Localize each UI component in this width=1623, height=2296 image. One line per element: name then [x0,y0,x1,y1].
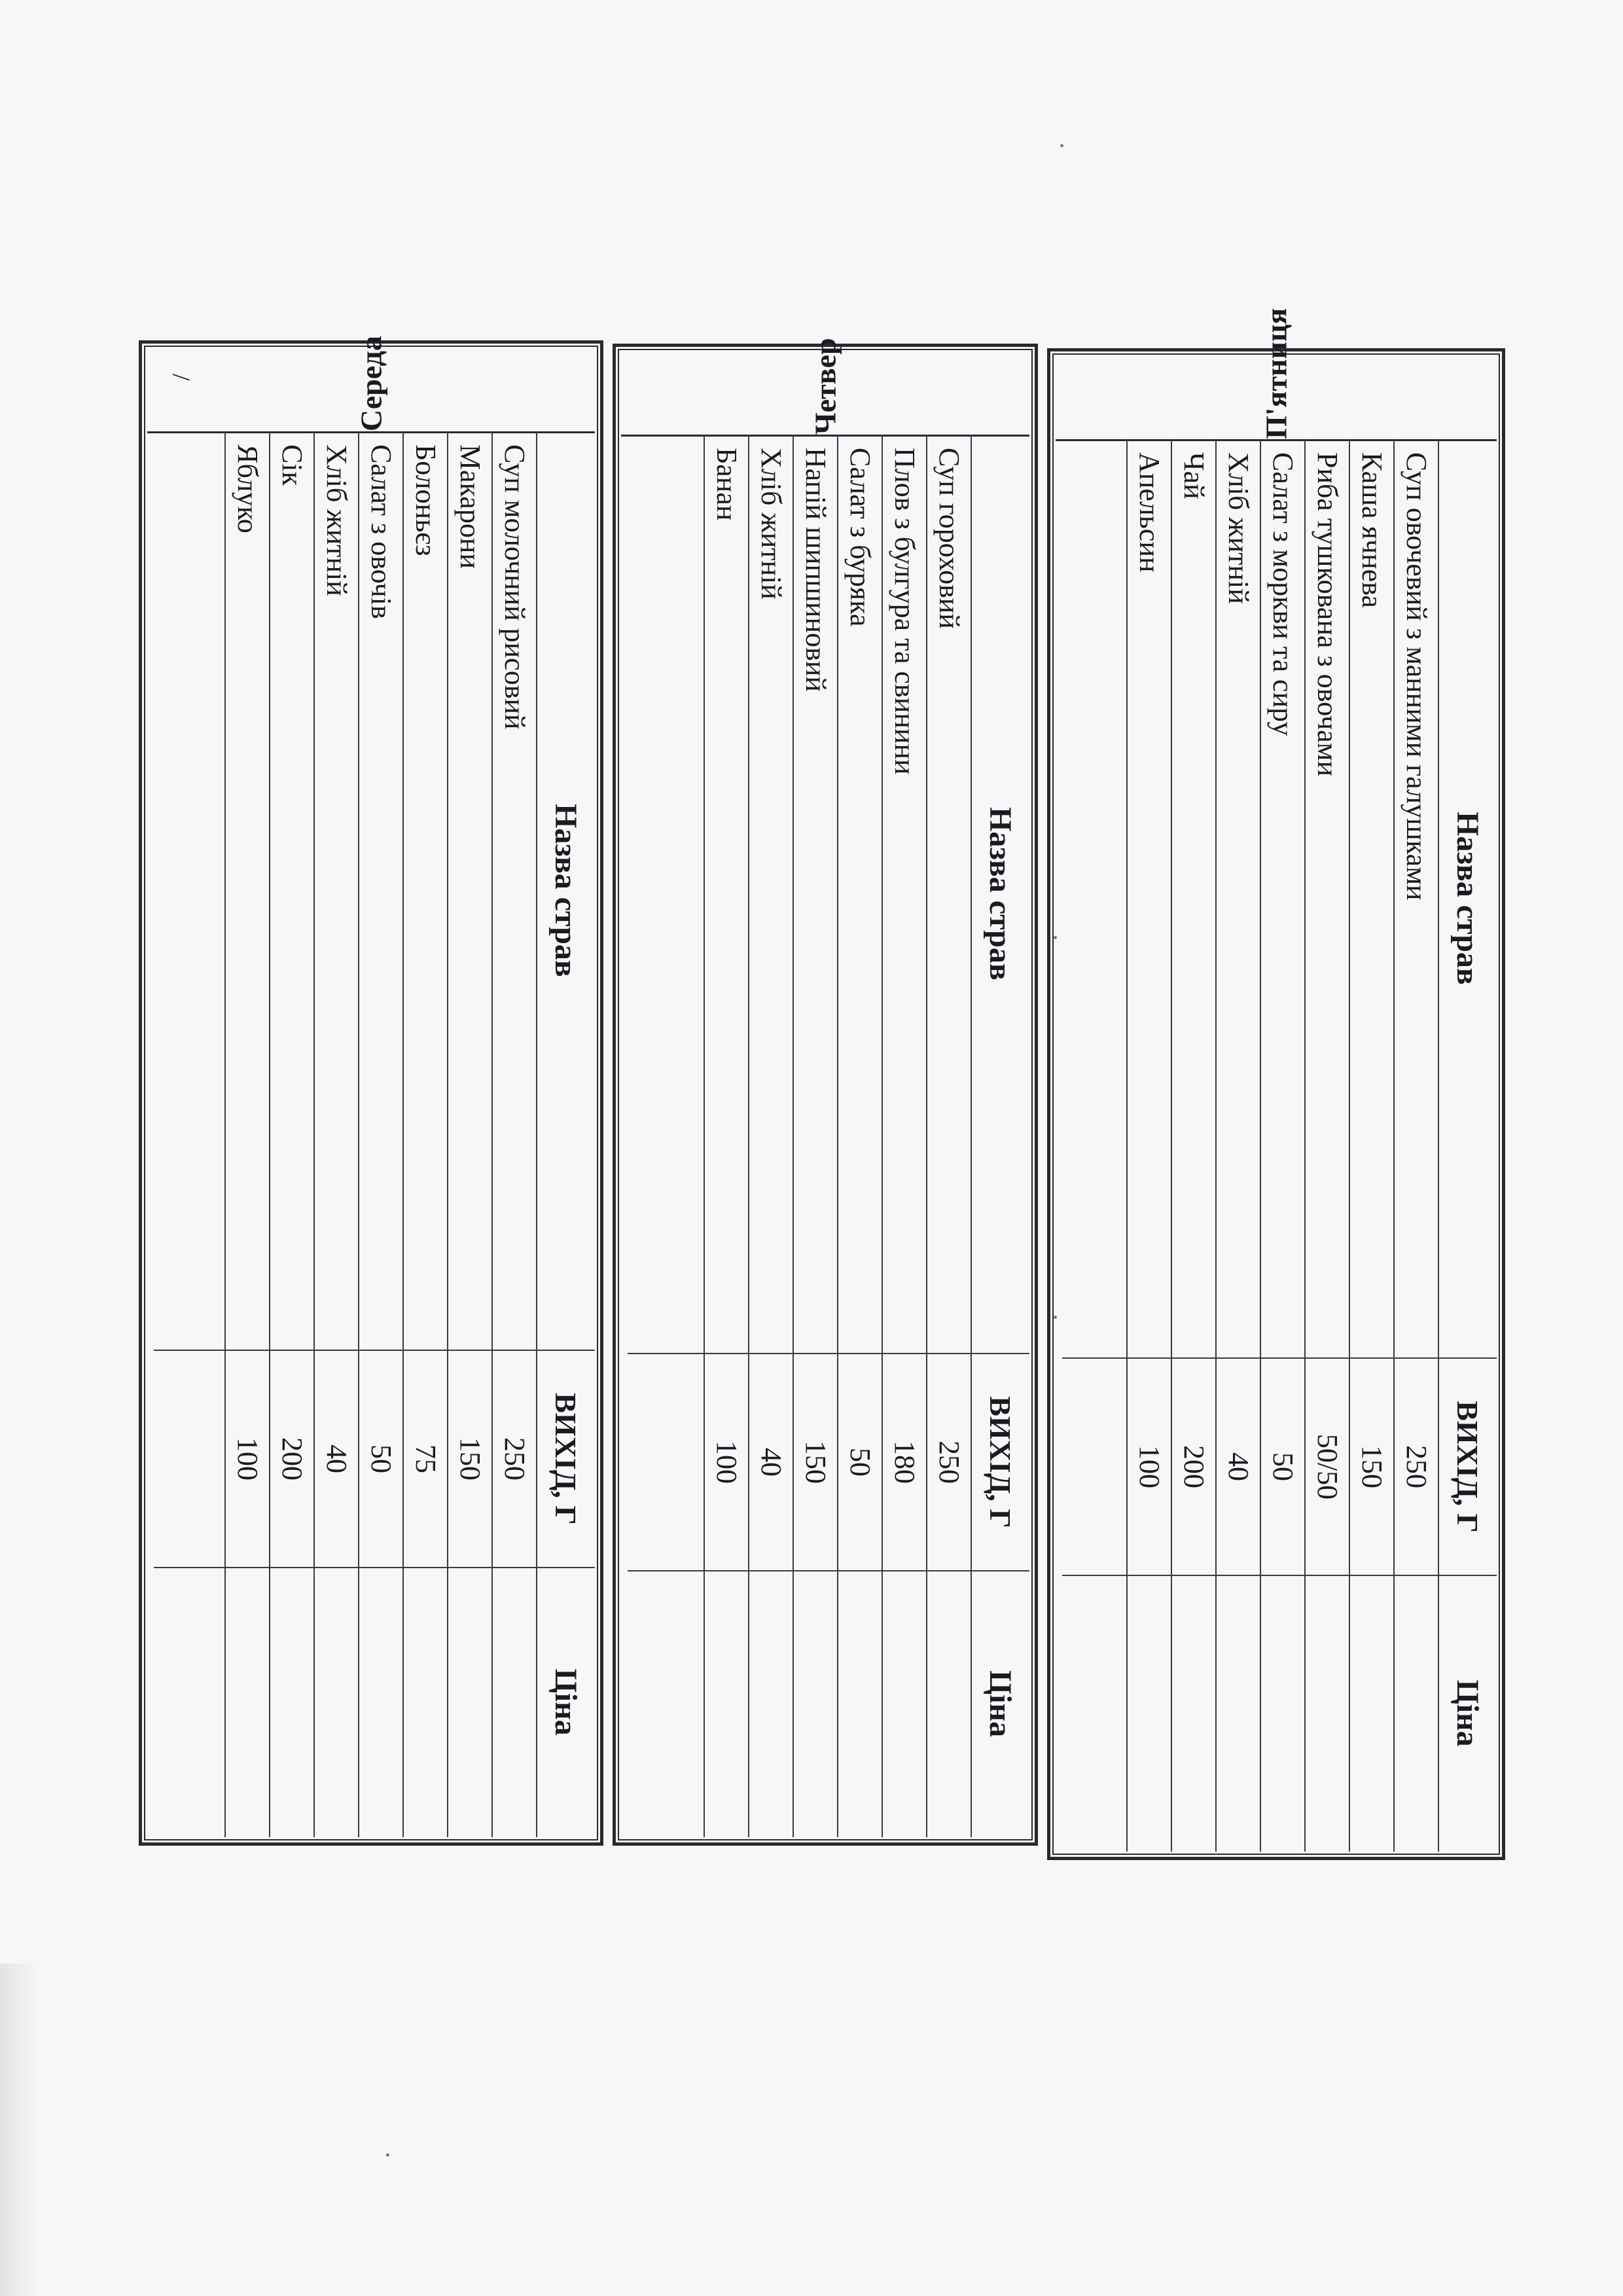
dish-yield: 40 [1217,1359,1261,1576]
day-label-cell [1056,308,1497,441]
dish-name: Напій шипшиновий [794,435,838,1354]
header-dish-name: Назва страв [537,431,595,1351]
dish-yield: 50 [838,1354,883,1571]
dish-yield [1062,1359,1128,1576]
dish-name: Сік [270,431,315,1351]
table-row [793,435,838,1837]
dish-name: Болоньєз [404,431,448,1351]
table-header-row [971,435,1029,1837]
header-dish-name: Назва страв [972,435,1029,1354]
dish-yield: 150 [1350,1359,1395,1576]
dish-price [404,1567,448,1837]
table-row [748,435,794,1837]
dish-price [628,1570,705,1837]
dish-yield: 40 [749,1354,794,1571]
dish-price [448,1567,493,1837]
dish-name: Суп овочевий з манними галушками [1395,439,1439,1359]
dish-yield: 250 [1395,1359,1439,1576]
dish-name: Чай [1172,439,1217,1359]
table-row [926,435,972,1837]
dish-name: Салат з овочів [359,431,404,1351]
dish-yield [628,1354,705,1571]
header-dish-name: Назва страв [1439,439,1497,1359]
dish-yield: 50/50 [1306,1359,1350,1576]
dish-price [359,1567,404,1837]
dish-name: Макарони [448,431,493,1351]
table-row [837,435,883,1837]
dish-name: Хліб житній [1217,439,1261,1359]
table-row [628,435,705,1837]
dish-name [1062,439,1128,1359]
dish-yield: 100 [226,1351,270,1568]
dish-price [1395,1575,1439,1852]
menu-table-friday [1047,308,1505,1860]
table-header-row [536,431,595,1837]
dish-yield: 100 [1128,1359,1172,1576]
table-row [1304,439,1350,1852]
dish-yield: 150 [794,1354,838,1571]
dish-price [493,1567,537,1837]
table-row [358,431,404,1837]
dish-yield: 100 [705,1354,749,1571]
dish-name: Салат з моркви та сиру [1261,439,1306,1359]
check-mark: / [168,374,195,381]
table-row [882,435,927,1837]
dish-price [1261,1575,1306,1852]
dish-name: Яблуко [226,431,270,1351]
day-label-cell [621,338,1029,437]
header-yield: ВИХІД, Г [1439,1359,1497,1576]
menu-table-thursday [613,338,1038,1846]
header-price: Ціна [548,1668,584,1736]
dish-price [1128,1575,1172,1852]
dish-name: Хліб житній [315,431,359,1351]
scan-edge-shadow [0,1964,39,2296]
dish-price [838,1570,883,1837]
table-row [402,431,448,1837]
day-title: Середа [354,336,388,431]
dish-price [794,1570,838,1837]
dish-yield: 200 [1172,1359,1217,1576]
dish-name [628,435,705,1354]
dish-name: Апельсин [1128,439,1172,1359]
table-header-row [1438,439,1497,1852]
dish-yield: 200 [270,1351,315,1568]
dish-price [1350,1575,1395,1852]
table-row [154,431,226,1837]
dish-yield: 75 [404,1351,448,1568]
table-row [704,435,749,1837]
table-row [1062,439,1128,1852]
table-row [313,431,359,1837]
menu-table-wednesday [139,336,603,1846]
dish-yield [154,1351,226,1568]
dish-name: Плов з булгура та свинини [883,435,927,1354]
dish-price [883,1570,927,1837]
scan-speck [386,2153,389,2157]
dish-name [154,431,226,1351]
day-title: Четвер [808,338,842,435]
table-row [224,431,270,1837]
dish-name: Салат з буряка [838,435,883,1354]
header-yield: ВИХІД, Г [972,1354,1029,1571]
dish-yield: 250 [927,1354,972,1571]
dish-name: Каша ячнева [1350,439,1395,1359]
dish-price [226,1567,270,1837]
table-row [1171,439,1217,1852]
dish-name: Риба тушкована з овочами [1306,439,1350,1359]
dish-price [1217,1575,1261,1852]
header-yield: ВИХІД, Г [537,1351,595,1568]
dish-price [270,1567,315,1837]
dish-price [705,1570,749,1837]
scan-speck [1060,144,1063,147]
dish-yield: 50 [1261,1359,1306,1576]
table-row [1126,439,1172,1852]
menu-grid [621,435,1029,1837]
table-row [1349,439,1395,1852]
header-price: Ціна [983,1670,1018,1738]
menu-grid [147,431,595,1837]
table-row [1260,439,1306,1852]
dish-price [1062,1575,1128,1852]
dish-yield: 40 [315,1351,359,1568]
dish-price [1306,1575,1350,1852]
dish-price [315,1567,359,1837]
dish-name: Банан [705,435,749,1354]
dish-price [927,1570,972,1837]
header-price: Ціна [1450,1679,1486,1747]
table-row [1393,439,1439,1852]
menu-grid [1056,439,1497,1852]
table-row [447,431,493,1837]
dish-name: Суп молочний рисовий [493,431,537,1351]
day-label-cell [147,336,595,433]
dish-price [1172,1575,1217,1852]
table-row [1215,439,1261,1852]
dish-price [154,1567,226,1837]
dish-price [749,1570,794,1837]
dish-yield: 180 [883,1354,927,1571]
dish-name: Хліб житній [749,435,794,1354]
dish-yield: 250 [493,1351,537,1568]
table-row [491,431,537,1837]
dish-name: Суп гороховий [927,435,972,1354]
dish-yield: 150 [448,1351,493,1568]
day-title: П'ятниця [1259,308,1293,439]
dish-yield: 50 [359,1351,404,1568]
table-row [269,431,315,1837]
